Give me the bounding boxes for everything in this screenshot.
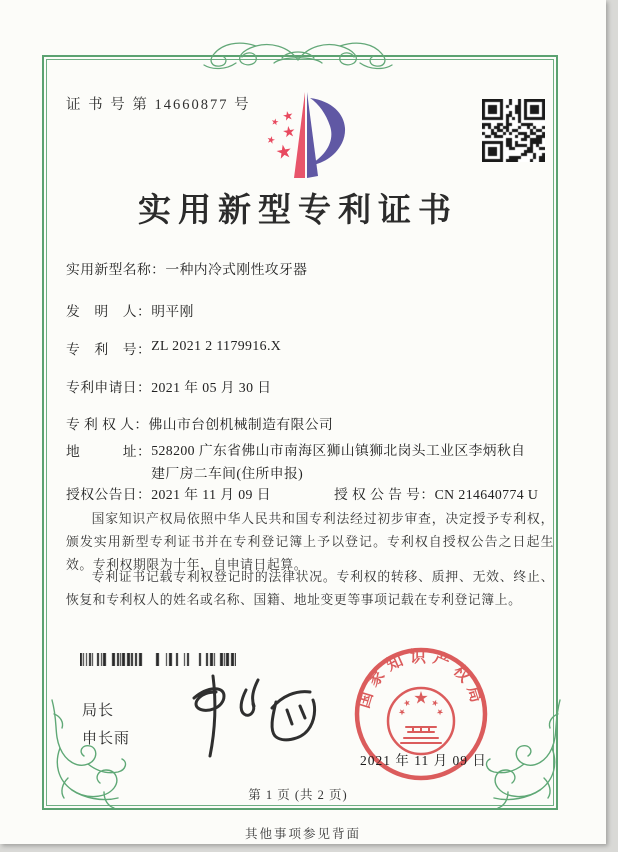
field-row-patentee <box>66 413 536 433</box>
director-title: 局长 <box>82 703 115 719</box>
field-value: 一种内冷式刚性攻牙器 <box>165 262 308 277</box>
certificate-number: 证 书 号 第 14660877 号 <box>66 97 251 113</box>
field-label: 实用新型名称： <box>66 262 166 277</box>
field-row-utility-model-name <box>66 258 536 278</box>
field-value: 佛山市台创机械制造有限公司 <box>148 417 334 432</box>
legal-paragraph-2: 专利证书记载专利权登记时的法律状况。专利权的转移、质押、无效、终止、恢复和专利权人的姓名或名称、国籍、地址变更等事项记载在专利登记簿上。 <box>66 570 554 607</box>
field-label: 发 明 人： <box>66 304 152 319</box>
back-side-note: 其他事项参见背面 <box>244 827 361 841</box>
page-number: 第 1 页 (共 2 页) <box>248 788 348 802</box>
seal-date: 2021 年 11 月 09 日 <box>360 753 487 768</box>
grant-number-pair <box>334 483 538 503</box>
certificate-title: 实用新型专利证书 <box>138 193 458 229</box>
signature-icon <box>168 664 328 764</box>
grant-no-value: CN 214640774 U <box>434 487 539 502</box>
field-row-grant <box>66 483 539 503</box>
legal-paragraph-1: 国家知识产权局依照中华人民共和国专利法经过初步审查，决定授予专利权，颁发实用新型专利证书并在专利登记簿上予以登记。专利权自授权公告之日起生效。专利权期限为十年，自申请日起算。 <box>66 512 554 572</box>
field-value: 2021 年 05 月 30 日 <box>151 380 272 395</box>
field-row-application-date <box>66 376 536 396</box>
national-emblem-icon <box>388 688 454 754</box>
qr-code-icon <box>482 99 545 162</box>
grant-date-value: 2021 年 11 月 09 日 <box>151 487 271 502</box>
field-value: ZL 2021 2 1179916.X <box>151 338 282 353</box>
cnipa-logo-icon <box>248 86 360 184</box>
field-label: 专 利 权 人： <box>66 417 149 432</box>
director-name: 申长雨 <box>82 731 131 747</box>
field-label: 专利申请日： <box>66 380 152 395</box>
field-row-inventor <box>66 300 536 320</box>
grant-date-label: 授权公告日： <box>66 487 152 502</box>
field-value: 528200 广东省佛山市南海区狮山镇狮北岗头工业区李炳秋自建厂房二车间(住所申报) <box>151 443 526 481</box>
seal-ring-text: 国家知识产权局 <box>355 648 487 711</box>
field-value: 明平刚 <box>151 304 194 319</box>
field-label: 专 利 号： <box>66 342 152 357</box>
field-label: 地 址： <box>66 444 152 459</box>
field-row-patent-number <box>66 338 536 358</box>
field-row-address <box>66 440 536 486</box>
grant-no-label: 授 权 公 告 号： <box>334 487 435 502</box>
